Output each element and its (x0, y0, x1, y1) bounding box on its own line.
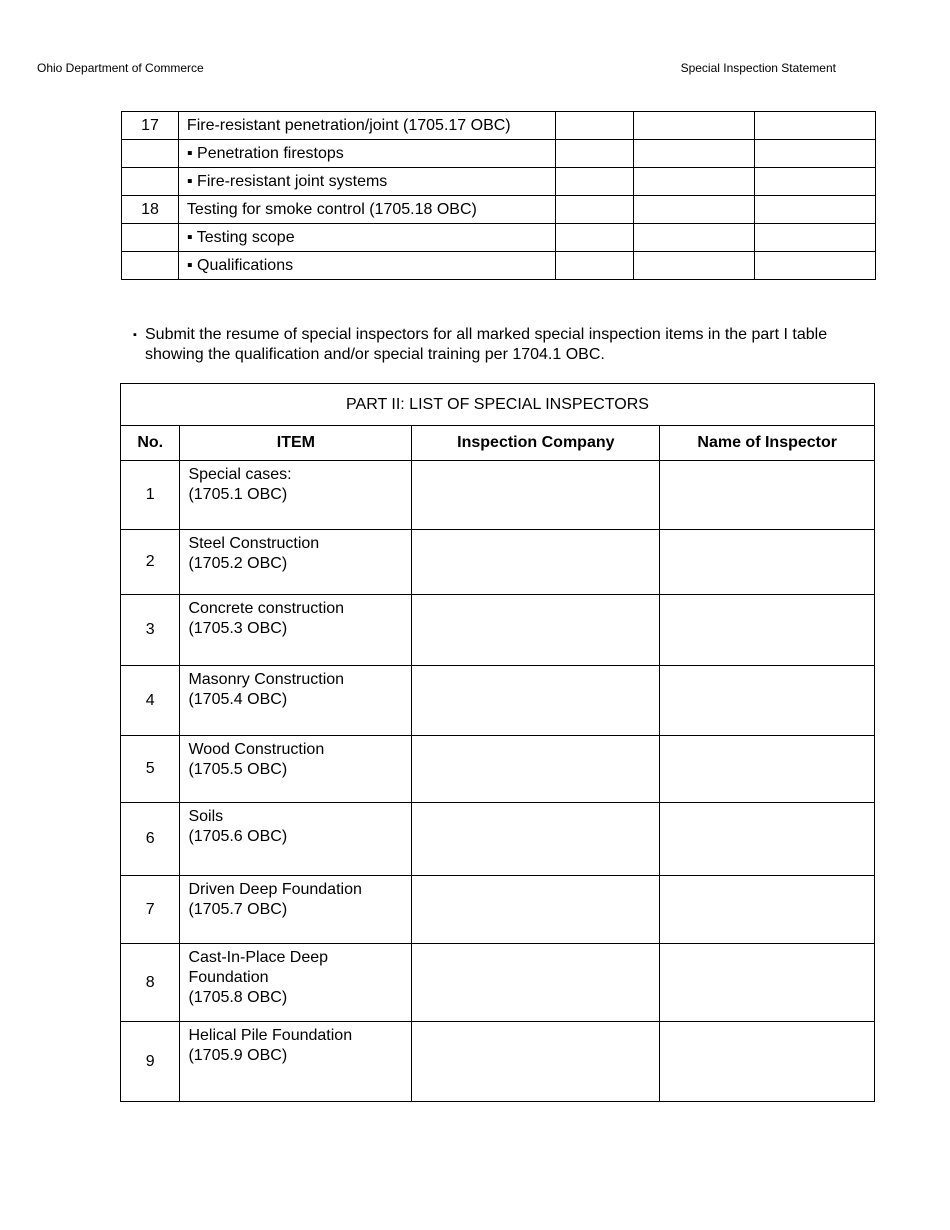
row-number: 1 (121, 461, 180, 530)
item-line: Concrete construction (188, 600, 345, 617)
inspector-name-cell[interactable] (660, 595, 875, 666)
table-row (122, 252, 876, 280)
column-header-inspector: Name of Inspector (660, 426, 875, 461)
row-item (180, 595, 412, 666)
blank-cell (634, 140, 755, 168)
row-number (122, 140, 179, 168)
row-item (180, 876, 412, 944)
row-item (180, 461, 412, 530)
inspection-company-cell[interactable] (412, 876, 660, 944)
inspector-name-cell[interactable] (660, 461, 875, 530)
item-line: Foundation (188, 969, 269, 986)
item-line: Helical Pile Foundation (188, 1027, 353, 1044)
inspection-company-cell[interactable] (412, 530, 660, 595)
row-number (122, 224, 179, 252)
inspector-name-cell[interactable] (660, 736, 875, 803)
blank-cell (755, 252, 876, 280)
blank-cell (555, 252, 634, 280)
row-item (180, 803, 412, 876)
row-item: ▪ Fire-resistant joint systems (178, 168, 555, 196)
row-number: 9 (121, 1022, 180, 1102)
row-number: 6 (121, 803, 180, 876)
blank-cell (634, 252, 755, 280)
table-row (121, 461, 875, 530)
item-line: Cast-In-Place Deep (188, 949, 329, 966)
row-item: ▪ Testing scope (178, 224, 555, 252)
table-row (121, 595, 875, 666)
blank-cell (555, 112, 634, 140)
row-item: ▪ Qualifications (178, 252, 555, 280)
item-line: (1705.7 OBC) (188, 901, 288, 918)
table-row (121, 666, 875, 736)
item-line: (1705.5 OBC) (188, 761, 288, 778)
blank-cell (555, 140, 634, 168)
table-row (122, 196, 876, 224)
row-number: 5 (121, 736, 180, 803)
row-item: Testing for smoke control (1705.18 OBC) (178, 196, 555, 224)
blank-cell (755, 140, 876, 168)
item-line: (1705.1 OBC) (188, 486, 288, 503)
item-line: Special cases: (188, 466, 292, 483)
inspector-name-cell[interactable] (660, 666, 875, 736)
part2-table (120, 383, 875, 1102)
item-line: Masonry Construction (188, 671, 345, 688)
inspection-company-cell[interactable] (412, 803, 660, 876)
row-number (122, 168, 179, 196)
table-row (122, 224, 876, 252)
item-line: (1705.6 OBC) (188, 828, 288, 845)
table-row (121, 736, 875, 803)
inspector-name-cell[interactable] (660, 1022, 875, 1102)
row-number: 8 (121, 944, 180, 1022)
row-number (122, 252, 179, 280)
blank-cell (555, 196, 634, 224)
header-right: Special Inspection Statement (680, 61, 836, 75)
column-header-company: Inspection Company (412, 426, 660, 461)
table-row (122, 112, 876, 140)
item-line: Wood Construction (188, 741, 325, 758)
inspection-company-cell[interactable] (412, 461, 660, 530)
item-line: (1705.2 OBC) (188, 555, 288, 572)
row-number: 2 (121, 530, 180, 595)
row-number: 4 (121, 666, 180, 736)
row-number: 3 (121, 595, 180, 666)
table-row (121, 803, 875, 876)
blank-cell (634, 168, 755, 196)
inspector-name-cell[interactable] (660, 876, 875, 944)
header-left: Ohio Department of Commerce (37, 61, 204, 75)
blank-cell (755, 196, 876, 224)
inspection-company-cell[interactable] (412, 944, 660, 1022)
item-line: Driven Deep Foundation (188, 881, 362, 898)
row-item (180, 1022, 412, 1102)
row-number: 18 (122, 196, 179, 224)
blank-cell (634, 196, 755, 224)
item-line: (1705.4 OBC) (188, 691, 288, 708)
blank-cell (755, 224, 876, 252)
table-row (121, 530, 875, 595)
bullet-marker: ▪ (133, 329, 137, 341)
row-item (180, 736, 412, 803)
row-item (180, 530, 412, 595)
blank-cell (555, 168, 634, 196)
part2-title: PART II: LIST OF SPECIAL INSPECTORS (121, 384, 875, 426)
table-row (121, 876, 875, 944)
inspector-name-cell[interactable] (660, 803, 875, 876)
table-row (121, 1022, 875, 1102)
column-header-no: No. (121, 426, 180, 461)
table-row (122, 140, 876, 168)
instruction-text: Submit the resume of special inspectors for all marked special inspection items in the part I table showing the qualification and/or special training per 1704.1 OBC. (145, 326, 828, 363)
blank-cell (634, 224, 755, 252)
column-header-item: ITEM (180, 426, 412, 461)
table-row (122, 168, 876, 196)
row-item (180, 666, 412, 736)
inspector-name-cell[interactable] (660, 530, 875, 595)
inspection-company-cell[interactable] (412, 595, 660, 666)
table-row (121, 944, 875, 1022)
blank-cell (634, 112, 755, 140)
row-item (180, 944, 412, 1022)
inspection-company-cell[interactable] (412, 736, 660, 803)
item-line: Steel Construction (188, 535, 320, 552)
row-item: ▪ Penetration firestops (178, 140, 555, 168)
row-item: Fire-resistant penetration/joint (1705.17 OBC) (178, 112, 555, 140)
item-line: (1705.3 OBC) (188, 620, 288, 637)
item-line: (1705.9 OBC) (188, 1047, 288, 1064)
inspection-company-cell[interactable] (412, 1022, 660, 1102)
instruction-note (133, 325, 853, 365)
item-line: (1705.8 OBC) (188, 989, 288, 1006)
row-number: 17 (122, 112, 179, 140)
inspector-name-cell[interactable] (660, 944, 875, 1022)
blank-cell (755, 112, 876, 140)
blank-cell (755, 168, 876, 196)
item-line: Soils (188, 808, 224, 825)
blank-cell (555, 224, 634, 252)
row-number: 7 (121, 876, 180, 944)
inspection-company-cell[interactable] (412, 666, 660, 736)
part1-table (121, 111, 876, 280)
